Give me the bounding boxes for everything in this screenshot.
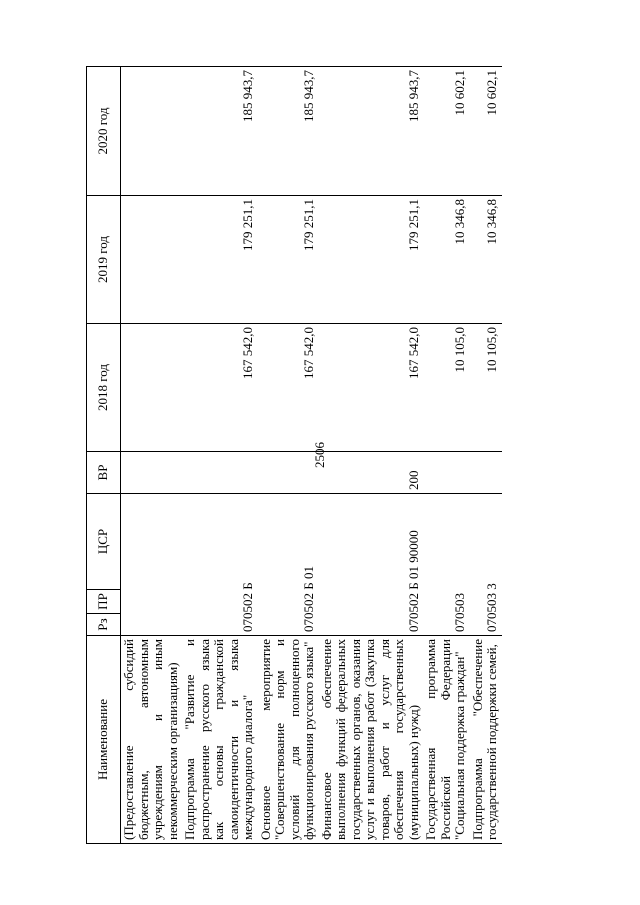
row-name: Подпрограмма "Обеспечение государственной поддержки семей, [470,636,502,844]
row-2019: 179 251,1 [258,196,319,324]
header-2018: 2018 год [87,324,121,452]
header-2020: 2020 год [87,67,121,196]
row-csr: 03 [452,593,467,606]
row-name: Государственная программа Российской Федерации "Социальная поддержка граждан" [423,636,470,844]
table-row [182,67,258,844]
row-vr [182,452,258,494]
row-csr: 02 Б 01 90000 [405,530,421,606]
rotated-table-region [86,67,542,844]
header-2019: 2019 год [87,196,121,324]
table-header-row [87,67,121,844]
header-rz: Рз [87,614,121,636]
header-csr: ЦСР [87,494,121,590]
table-row [319,67,424,844]
table-row [470,67,502,844]
row-2019: 10 346,8 [423,196,470,324]
table-row [423,67,470,844]
row-codes [423,494,470,636]
row-pr: 05 [484,606,499,619]
row-2018: 10 105,0 [470,324,502,452]
row-codes [182,494,258,636]
row-rz: 07 [405,619,421,632]
row-2020 [121,67,183,196]
row-name: Основное мероприятие "Совершенствование норм и условий для полноценного функционирования русского языка" [258,636,319,844]
row-vr [121,452,183,494]
header-pr: ПР [87,590,121,614]
row-name: Подпрограмма "Развитие и распространение русского языка как основы гражданской самоидентичности и языка международного диалога" [182,636,258,844]
row-rz: 07 [484,619,499,632]
page-number: 2506 [312,442,327,468]
row-rz: 07 [240,619,255,632]
row-rz: 07 [301,619,316,632]
row-pr: 05 [452,606,467,619]
budget-table [86,66,502,844]
row-2020: 10 602,1 [470,67,502,196]
row-2019: 10 346,8 [470,196,502,324]
row-2019: 179 251,1 [319,196,424,324]
row-2018: 167 542,0 [258,324,319,452]
row-2020: 10 602,1 [423,67,470,196]
row-vr [470,452,502,494]
row-csr: 03 3 [484,583,499,606]
row-2018: 167 542,0 [319,324,424,452]
row-pr: 05 [405,606,421,619]
header-vr: ВР [87,452,121,494]
row-codes [258,494,319,636]
row-2019 [121,196,183,324]
row-codes [121,494,183,636]
row-pr: 05 [240,606,255,619]
row-2020: 185 943,7 [258,67,319,196]
row-2018 [121,324,183,452]
row-csr: 02 Б [240,582,255,606]
row-csr: 02 Б 01 [301,566,316,606]
table-row [121,67,183,844]
row-2020: 185 943,7 [319,67,424,196]
row-name: Финансовое обеспечение выполнения функций федеральных государственных органов, оказания услуг и выполнения работ (Закупка товаров, работ и услуг для обеспечения государственных (муниципальных) нужд) [319,636,424,844]
row-2018: 167 542,0 [182,324,258,452]
row-vr [258,452,319,494]
row-2019: 179 251,1 [182,196,258,324]
table-row [258,67,319,844]
row-rz: 07 [452,619,467,632]
row-vr: 200 [319,452,424,494]
row-pr: 05 [301,606,316,619]
row-2018: 10 105,0 [423,324,470,452]
header-name: Наименование [87,636,121,844]
row-codes [319,494,424,636]
row-name: (Предоставление субсидий бюджетным, автономным учреждениям и иным некоммерческим организациям) [121,636,183,844]
row-vr [423,452,470,494]
row-2020: 185 943,7 [182,67,258,196]
row-codes [470,494,502,636]
